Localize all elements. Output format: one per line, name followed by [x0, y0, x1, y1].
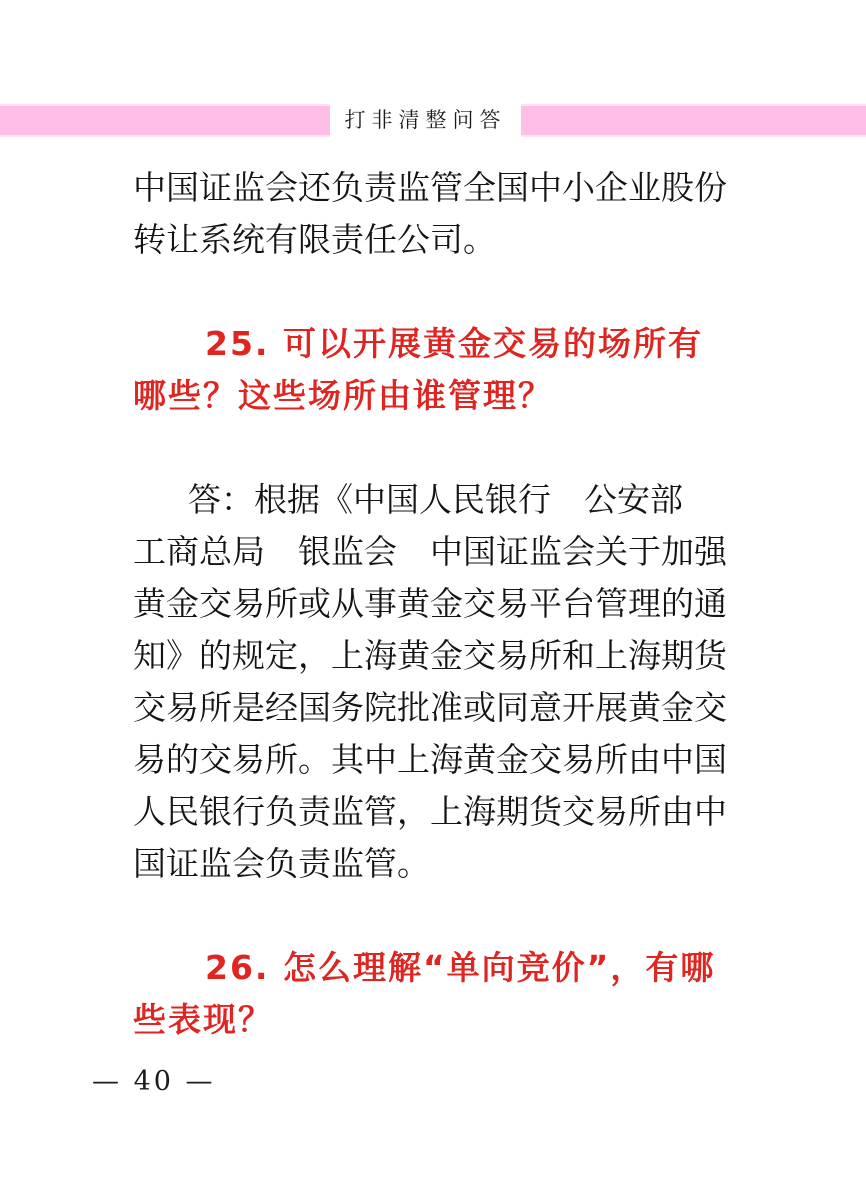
text-line: 工商总局 银监会 中国证监会关于加强: [133, 532, 727, 571]
text-line: 25. 可以开展黄金交易的场所有: [205, 324, 703, 363]
header-title: 打非清整问答: [344, 108, 507, 132]
question-26-heading: [133, 942, 745, 1046]
text-line: 中国证监会还负责监管全国中小企业股份: [133, 168, 727, 207]
page-content: [133, 162, 745, 1046]
header-bar-left: [0, 106, 330, 135]
text-line: 转让系统有限责任公司。: [133, 220, 496, 259]
answer-25-paragraph: [133, 474, 745, 890]
text-line: 国证监会负责监管。: [133, 844, 430, 883]
text-line: 些表现？: [133, 1000, 273, 1039]
page-number: — 40 —: [92, 1066, 216, 1097]
header-bar-right: [521, 106, 866, 135]
text-line: 哪些？这些场所由谁管理？: [133, 376, 553, 415]
text-line: 26. 怎么理解“单向竞价”，有哪: [205, 948, 716, 987]
text-line: 知》的规定，上海黄金交易所和上海期货: [133, 636, 727, 675]
page-header: [0, 106, 866, 135]
text-line: 人民银行负责监管，上海期货交易所由中: [133, 792, 727, 831]
intro-paragraph: [133, 162, 745, 266]
text-line: 交易所是经国务院批准或同意开展黄金交: [133, 688, 727, 727]
question-25-heading: [133, 318, 745, 422]
text-line: 黄金交易所或从事黄金交易平台管理的通: [133, 584, 727, 623]
text-line: 答：根据《中国人民银行 公安部: [188, 480, 683, 519]
text-line: 易的交易所。其中上海黄金交易所由中国: [133, 740, 727, 779]
